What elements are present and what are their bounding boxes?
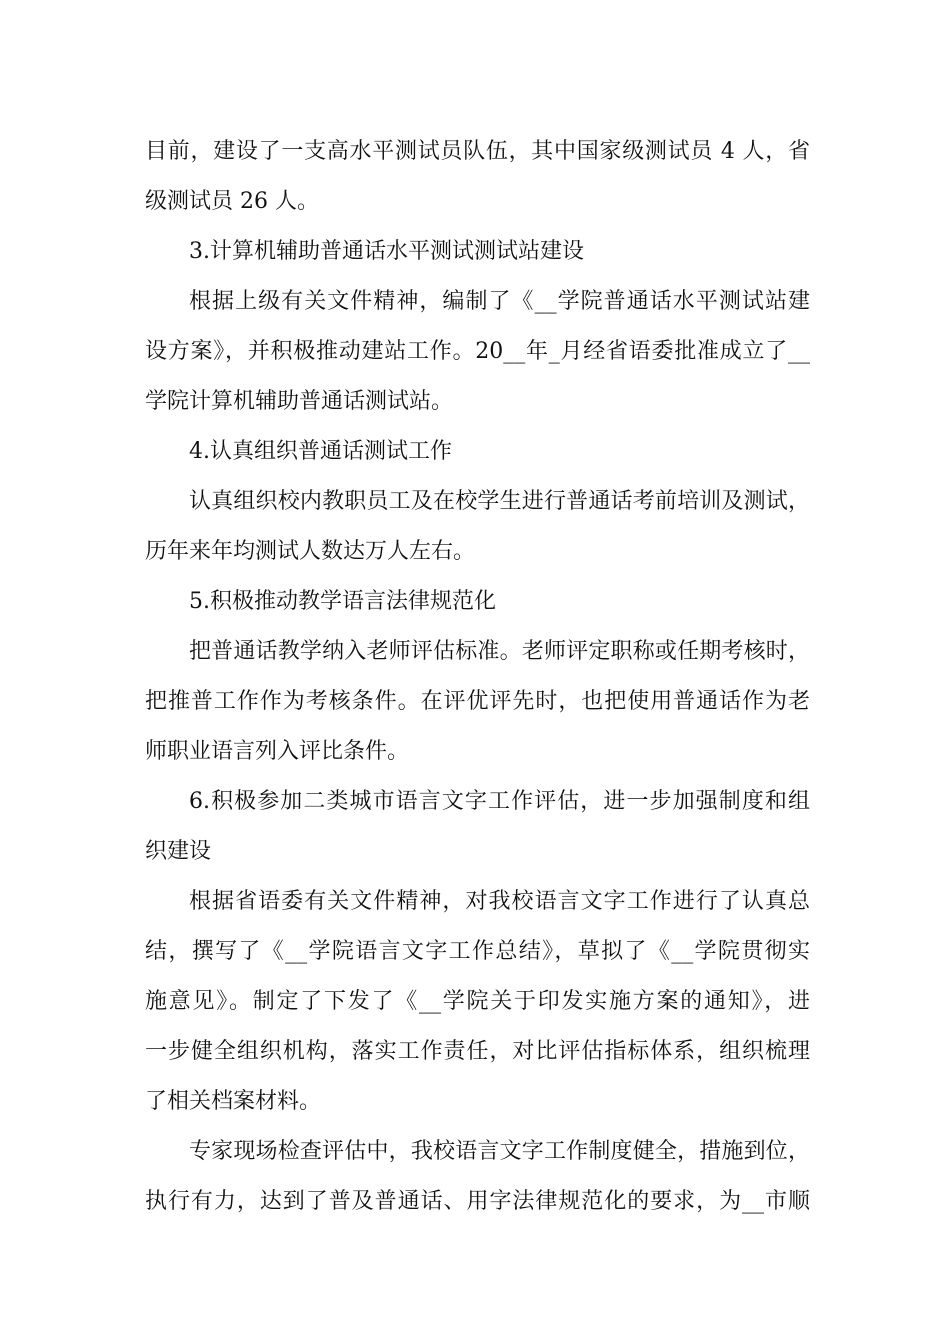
- paragraph-line: 设方案》，并积极推动建站工作。20__年_月经省语委批准成立了__: [145, 339, 810, 364]
- paragraph-line: 师职业语言列入评比条件。: [145, 739, 410, 764]
- paragraph-line: 了相关档案材料。: [145, 1089, 322, 1114]
- paragraph-line: 把推普工作作为考核条件。在评优评先时，也把使用普通话作为老: [145, 689, 810, 714]
- paragraph-line: 执行有力，达到了普及普通话、用字法律规范化的要求，为__市顺: [145, 1189, 810, 1214]
- section-heading-continued: 织建设: [145, 839, 212, 864]
- paragraph-line: 把普通话教学纳入老师评估标准。老师评定职称或任期考核时，: [189, 639, 810, 664]
- section-heading: 5.积极推动教学语言法律规范化: [189, 589, 496, 614]
- section-heading: 4.认真组织普通话测试工作: [189, 439, 452, 464]
- paragraph-line: 根据上级有关文件精神，编制了《__学院普通话水平测试站建: [189, 289, 810, 314]
- paragraph-line: 历年来年均测试人数达万人左右。: [145, 539, 476, 564]
- paragraph-line: 认真组织校内教职员工及在校学生进行普通话考前培训及测试，: [189, 489, 810, 514]
- paragraph-line: 目前，建设了一支高水平测试员队伍，其中国家级测试员 4 人，省: [145, 139, 810, 164]
- paragraph-line: 学院计算机辅助普通话测试站。: [145, 389, 454, 414]
- section-heading: 3.计算机辅助普通话水平测试测试站建设: [189, 239, 584, 264]
- section-heading: 6.积极参加二类城市语言文字工作评估，进一步加强制度和组: [189, 789, 810, 814]
- paragraph-line: 一步健全组织机构，落实工作责任，对比评估指标体系，组织梳理: [145, 1039, 810, 1064]
- paragraph-line: 级测试员 26 人。: [145, 189, 319, 214]
- paragraph-line: 专家现场检查评估中，我校语言文字工作制度健全，措施到位，: [189, 1139, 810, 1164]
- paragraph-line: 结，撰写了《__学院语言文字工作总结》，草拟了《__学院贯彻实: [145, 939, 810, 964]
- paragraph-line: 施意见》。制定了下发了《__学院关于印发实施方案的通知》，进: [145, 989, 810, 1014]
- paragraph-line: 根据省语委有关文件精神，对我校语言文字工作进行了认真总: [189, 889, 810, 914]
